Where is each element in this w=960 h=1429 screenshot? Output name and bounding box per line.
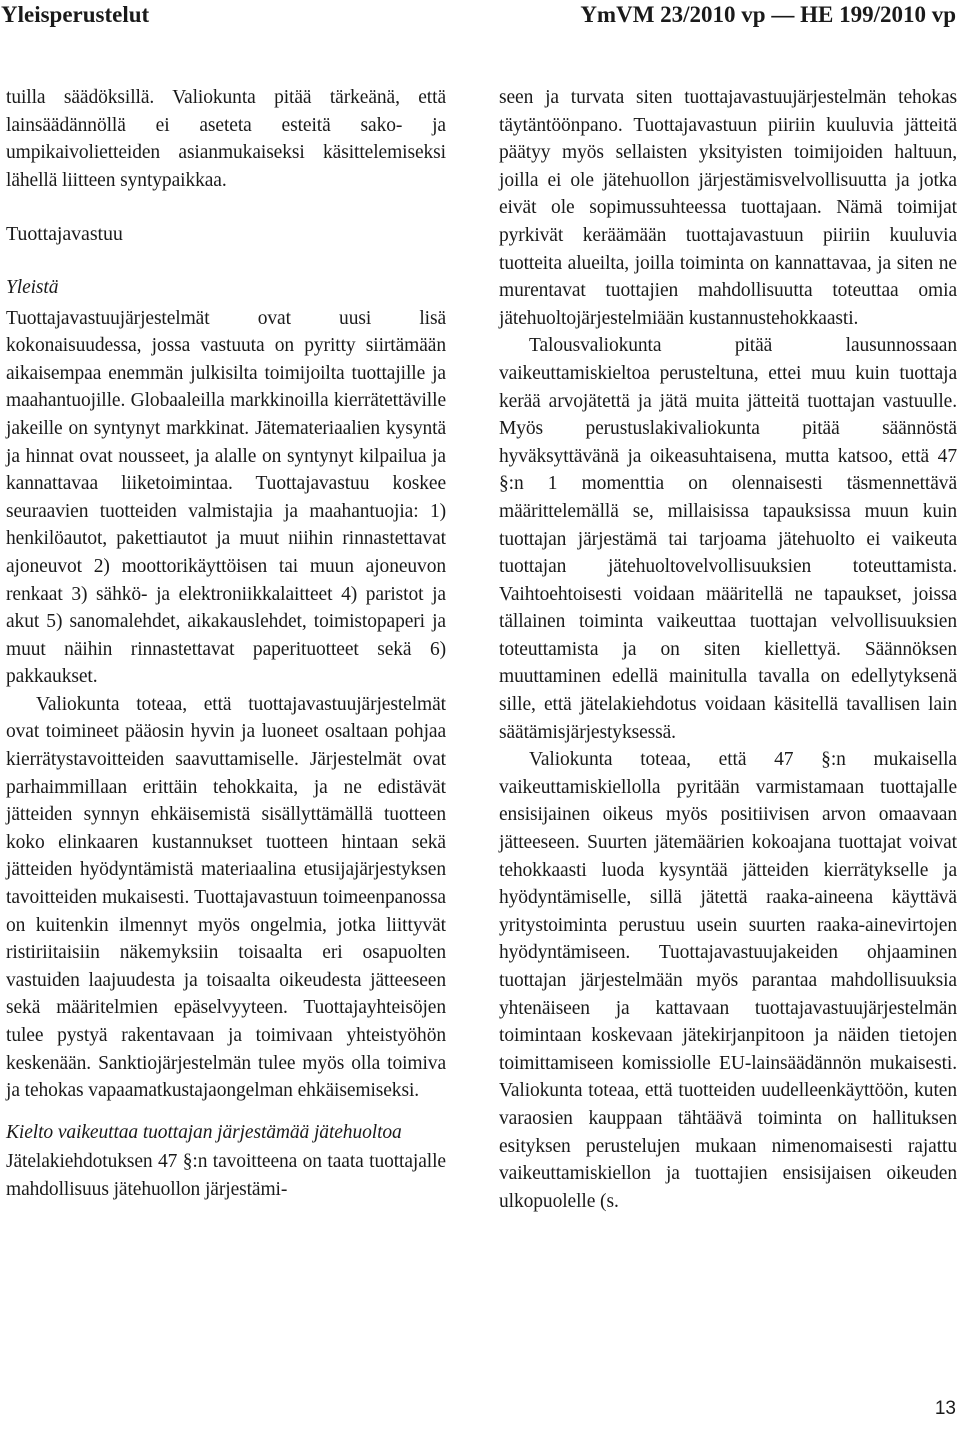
left-paragraph-4: Jätelakiehdotuksen 47 §:n tavoitteena on taata tuottajalle mahdollisuus jätehuollon järjestämi- [6, 1151, 446, 1200]
left-paragraph-2: Tuottajavastuujärjestelmät ovat uusi lisä kokonaisuudessa, jossa vastuuta on pyritty siirtämään aikaisempaa enemmän julkisilta toimijoilta tuottajille ja maahantuojille. Globaaleilla markkinoilla kierrätettäville jakeille on syntynyt markkinat. Jätemateriaalien kysyntä ja hinnat ovat nousseet, ja alalle on syntynyt kilpailua ja kannattavaa liiketoimintaa. Tuottajavastuu koskee seuraavien tuotteiden valmistajia ja maahantuojia: 1) henkilöautot, pakettiautot ja muut niihin rinnastettavat ajoneuvot 2) moottorikäyttöisen tai muun ajoneuvon renkaat 3) sähkö- ja elektroniikkalaitteet 4) paristot ja akut 5) sanomalehdet, aikakauslehdet, toimistopaperi ja muut näihin rinnastettavat paperituotteet sekä 6) pakkaukset. [6, 307, 446, 688]
left-paragraph-3: Valiokunta toteaa, että tuottajavastuujärjestelmät ovat toimineet pääosin hyvin ja luoneet osaltaan pohjaa kierrätystavoitteiden saavuttamiselle. Järjestelmät ovat parhaimmillaan erittäin tehokkaita, ja ne edistävät jätteiden synnyn ehkäisemistä sisällyttämällä tuotteen koko elinkaaren kustannukset tuotteen hintaan sekä jätteiden hyödyntämistä materiaalina etusijajärjestyksen tavoitteiden mukaisesti. Tuottajavastuun toimeenpanossa on kuitenkin ilmennyt myös ongelmia, jotka liittyvät ristiriitaisiin näkemyksiin toisaalta eri osapuolten vastuiden laajuudesta ja toisaalta oikeudesta jätteeseen sekä määritelmien epäselvyyteen. Tuottajayhteisöjen tulee pystyä rakentavaan ja toimivaan yhteistyöhön keskenään. Sanktiojärjestelmän tulee myös olla toimiva ja tehokas vapaamatkustajaongelman ehkäisemiseksi. [6, 693, 446, 1102]
right-paragraph-3: Valiokunta toteaa, että 47 §:n mukaisella vaikeuttamiskiellolla pyritään varmistamaan tuottajalle ensisijainen oikeus myös positiivisen arvon omaavaan jätteeseen. Suurten jätemäärien kokoajana tuottajat voivat tehokkaasti luoda kysyntää jätteiden kierrätykselle ja hyödyntämiselle, sillä jätettä raaka-aineena käyttävä yritystoiminta perustuu usein suurten raaka-ainevirtojen hyödyntämiseen. Tuottajavastuujakeiden ohjaaminen tuottajan järjestelmään myös parantaa mahdollisuuksia yhtenäiseen ja kattavaan tuottajavastuujärjestelmän toimintaan koskevaan jätekirjanpitoon ja näiden tietojen toimittamiseen komissiolle EU-lainsäädännön mukaisesti. Valiokunta toteaa, että tuotteiden uudelleenkäyttöön, kuten varaosien kauppaan tähtäävä toiminta on hallituksen esityksen perustelujen mukaan nimenomaisesti rajattu vaikeuttamiskiellon ja tuottajien ensisijaisen oikeuden ulkopuolelle (s. [499, 749, 957, 1212]
running-header [0, 0, 960, 34]
subheading-yleista: Yleistä [6, 276, 59, 298]
right-paragraph-1: seen ja turvata siten tuottajavastuujärjestelmän tehokas täytäntöönpano. Tuottajavastuun piiriin kuuluvia jätteitä päätyy myös sellaisten yksityisten toimijoiden haltuun, joilla ei ole jätehuollon järjestämisvelvollisuutta ja jotka eivät ole sopimussuhteessa tuottajaan. Nämä toimijat pyrkivät keräämään tuottajavastuun piiriin kuuluvia tuotteita alueilta, joilla toiminta on kannattavaa, ja siten ne murentavat tuottajien mahdollisuutta toteuttaa omia jätehuoltojärjestelmiään kustannustehokkaasti. [499, 87, 957, 329]
header-document-id: YmVM 23/2010 vp — HE 199/2010 vp [580, 2, 956, 27]
right-column [499, 84, 957, 1215]
left-column [6, 84, 446, 1204]
left-paragraph-1: tuilla säädöksillä. Valiokunta pitää tärkeänä, että lainsäädännöllä ei aseteta esteitä sako- ja umpikaivolietteiden asianmukaiseksi käsittelemiseksi lähellä liitteen syntypaikkaa. [6, 87, 446, 191]
right-paragraph-2: Talousvaliokunta pitää lausunnossaan vaikeuttamiskieltoa perusteltuna, ettei muu kuin tuottaja kerää arvojätettä ja jätä muita jätteitä tuottajan vastuulle. Myös perustuslakivaliokunta pitää säännöstä hyväksyttävänä ja oikeasuhtaisena, mutta katsoo, että 47 §:n 1 momenttia on olennaisesti täsmennettävä määrittelemällä se, millaisissa tapauksissa muun kuin tuottajan järjestämä tai tarjoama jätehuolto ei vaikeuta tuottajan jätehuoltovelvollisuuksien toteuttamista. Vaihtoehtoisesti voidaan määritellä ne tapaukset, joissa tällainen toiminta vaikeuttaa tuottajan velvollisuuksien toteuttamista ja on siten kiellettyä. Säännöksen muuttaminen edellä mainitulla tavalla on edellytyksenä sille, että jätelakiehdotus voidaan käsitellä tavallisen lain säätämisjärjestyksessä. [499, 335, 957, 743]
section-heading-tuottajavastuu: Tuottajavastuu [6, 223, 123, 246]
page-number: 13 [934, 1398, 956, 1419]
subheading-kielto: Kielto vaikeuttaa tuottajan järjestämää jätehuoltoa [6, 1121, 402, 1143]
header-section-title: Yleisperustelut [1, 2, 150, 27]
